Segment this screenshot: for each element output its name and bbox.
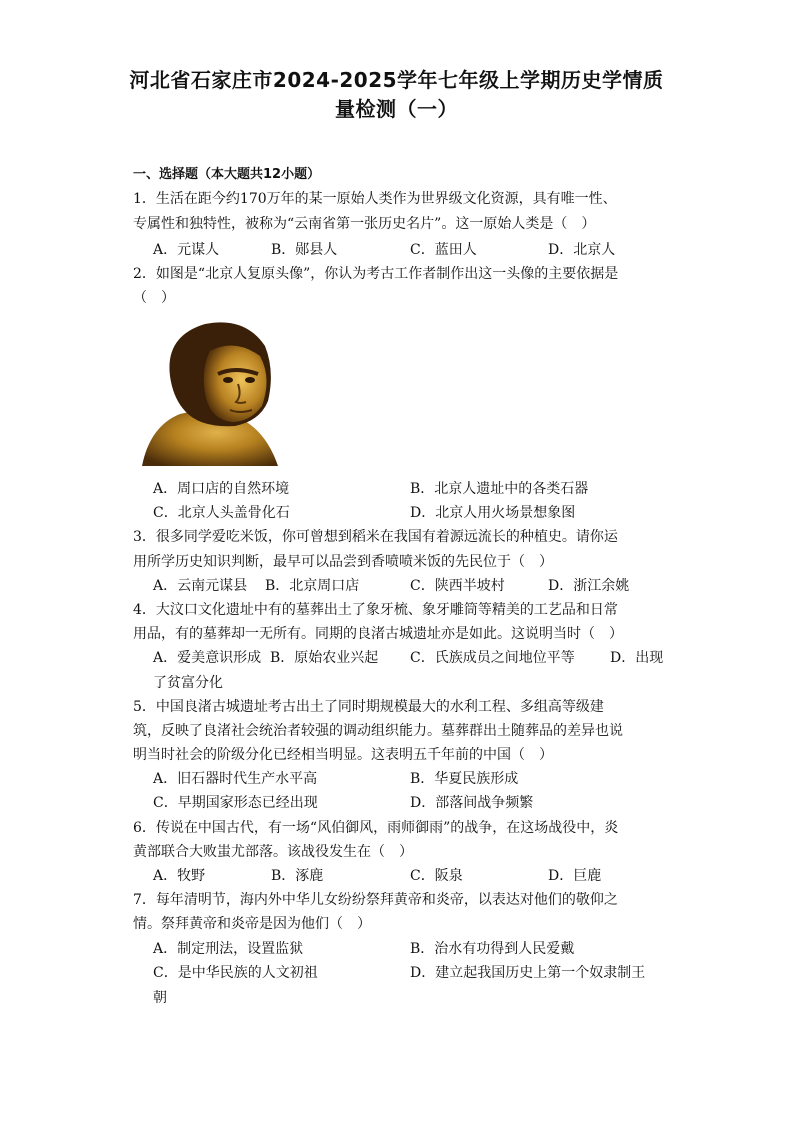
q6-option-a[interactable]: A．牧野: [153, 868, 206, 884]
q5-line-2: 筑，反映了良渚社会统治者较强的调动组织能力。墓葬群出土随葬品的差异也说: [133, 723, 623, 739]
q3-line-1: 3．很多同学爱吃米饭，你可曾想到稻米在我国有着源远流长的种植史。请你运: [133, 529, 618, 545]
peking-man-bust-image: [140, 316, 280, 474]
q5-line-3: 明当时社会的阶级分化已经相当明显。这表明五千年前的中国（ ）: [133, 747, 553, 763]
q4-option-d-wrap: 了贫富分化: [153, 675, 223, 691]
q1-option-c[interactable]: C．蓝田人: [410, 242, 477, 258]
q4-option-a[interactable]: A．爱美意识形成: [153, 650, 262, 666]
q2-option-c[interactable]: C．北京人头盖骨化石: [153, 505, 290, 521]
title-line-1: 河北省石家庄市2024-2025学年七年级上学期历史学情质: [129, 68, 664, 92]
q7-option-b[interactable]: B．治水有功得到人民爱戴: [410, 941, 575, 957]
q6-option-d[interactable]: D．巨鹿: [548, 868, 602, 884]
q4-line-1: 4．大汶口文化遗址中有的墓葬出土了象牙梳、象牙雕筒等精美的工艺品和日常: [133, 602, 618, 618]
q7-line-1: 7．每年清明节，海内外中华儿女纷纷祭拜黄帝和炎帝，以表达对他们的敬仰之: [133, 892, 618, 908]
q3-option-c[interactable]: C．陕西半坡村: [410, 578, 505, 594]
q6-option-c[interactable]: C．阪泉: [410, 868, 463, 884]
q5-line-1: 5．中国良渚古城遗址考古出土了同时期规模最大的水利工程、多组高等级建: [133, 699, 604, 715]
q4-option-d[interactable]: D．出现: [610, 650, 664, 666]
q7-line-2: 情。祭拜黄帝和炎帝是因为他们（ ）: [133, 916, 371, 932]
q2-option-a[interactable]: A．周口店的自然环境: [153, 481, 290, 497]
q5-option-b[interactable]: B．华夏民族形成: [410, 771, 519, 787]
q3-line-2: 用所学历史知识判断，最早可以品尝到香喷喷米饭的先民位于（ ）: [133, 554, 553, 570]
q1-option-a[interactable]: A．元谋人: [153, 242, 220, 258]
q5-option-a[interactable]: A．旧石器时代生产水平高: [153, 771, 318, 787]
q2-option-b[interactable]: B．北京人遗址中的各类石器: [410, 481, 589, 497]
q4-option-b[interactable]: B．原始农业兴起: [270, 650, 379, 666]
q2-option-d[interactable]: D．北京人用火场景想象图: [410, 505, 576, 521]
q6-line-1: 6．传说在中国古代，有一场“风伯御风，雨师御雨”的战争，在这场战役中，炎: [133, 820, 619, 836]
q1-option-d[interactable]: D．北京人: [548, 242, 616, 258]
q7-option-d-wrap: 朝: [153, 990, 167, 1006]
q5-option-c[interactable]: C．早期国家形态已经出现: [153, 795, 318, 811]
q7-option-d[interactable]: D．建立起我国历史上第一个奴隶制王: [410, 965, 646, 981]
q4-line-2: 用品，有的墓葬却一无所有。同期的良渚古城遗址亦是如此。这说明当时（ ）: [133, 626, 623, 642]
title-line-2: 量检测（一）: [335, 97, 458, 121]
q4-option-c[interactable]: C．氏族成员之间地位平等: [410, 650, 575, 666]
q7-option-a[interactable]: A．制定刑法，设置监狱: [153, 941, 304, 957]
q2-line-2: （ ）: [133, 290, 175, 306]
q3-option-b[interactable]: B．北京周口店: [265, 578, 360, 594]
q7-option-c[interactable]: C．是中华民族的人文初祖: [153, 965, 318, 981]
section-heading: 一、选择题（本大题共12小题）: [133, 167, 321, 182]
q6-option-b[interactable]: B．涿鹿: [271, 868, 324, 884]
q3-option-a[interactable]: A．云南元谋县: [153, 578, 248, 594]
exam-title: [120, 66, 673, 124]
q5-option-d[interactable]: D．部落间战争频繁: [410, 795, 534, 811]
q1-line-1: 1．生活在距今约170万年的某一原始人类作为世界级文化资源，具有唯一性、: [133, 191, 617, 207]
q6-line-2: 黄部联合大败蚩尤部落。该战役发生在（ ）: [133, 844, 413, 860]
q1-line-2: 专属性和独特性，被称为“云南省第一张历史名片”。这一原始人类是（ ）: [133, 216, 596, 232]
q2-line-1: 2．如图是“北京人复原头像”，你认为考古工作者制作出这一头像的主要依据是: [133, 266, 619, 282]
q1-option-b[interactable]: B．郧县人: [271, 242, 338, 258]
q3-option-d[interactable]: D．浙江余姚: [548, 578, 630, 594]
